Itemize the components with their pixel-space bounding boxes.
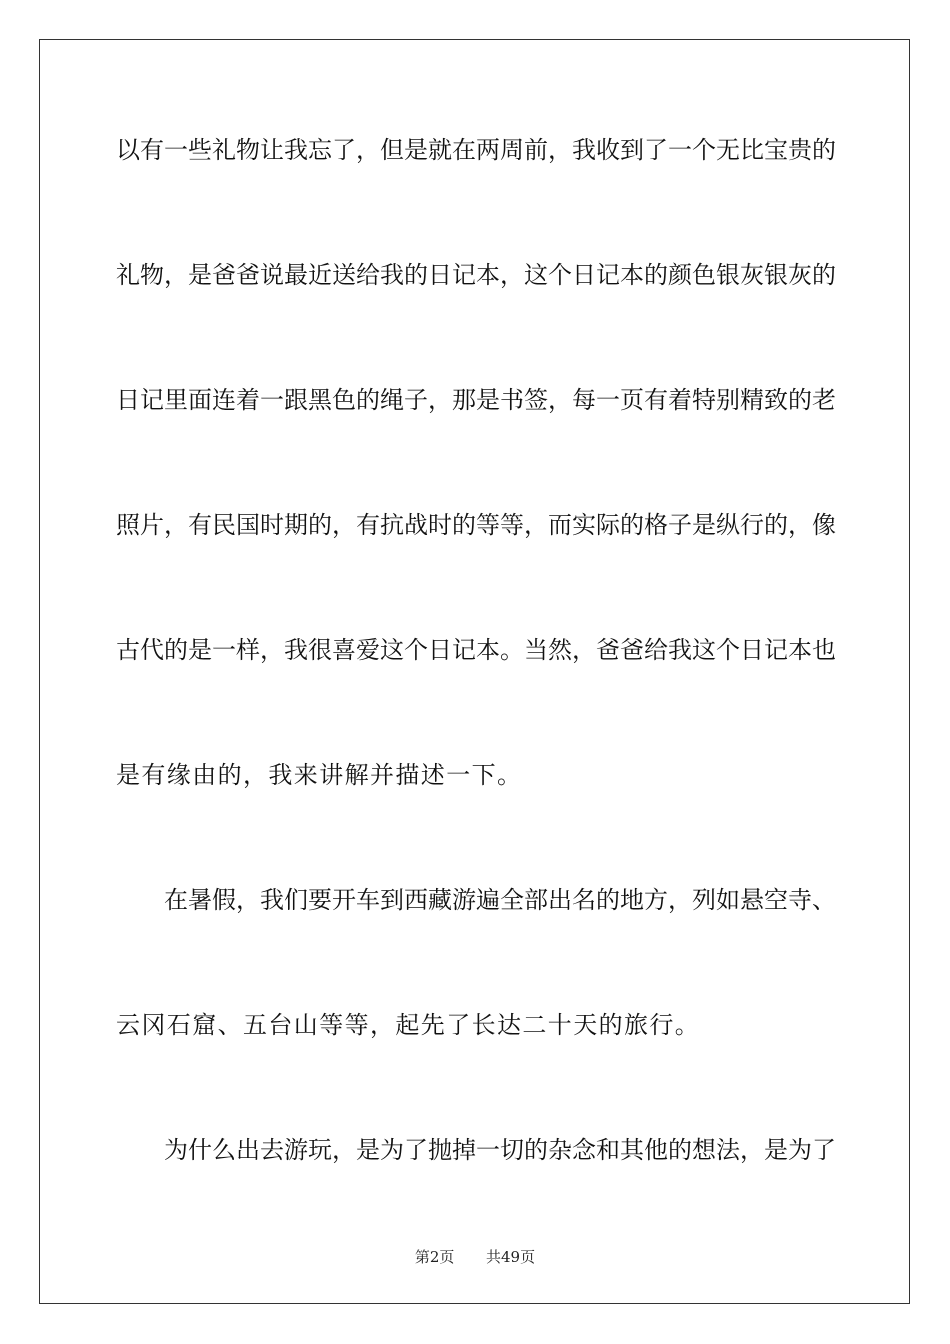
- paragraph-first-line: 为什么出去游玩，是为了抛掉一切的杂念和其他的想法，是为了: [164, 1136, 836, 1164]
- document-body: [116, 124, 836, 1249]
- paragraph-first-line: 在暑假，我们要开车到西藏游遍全部出名的地方，列如悬空寺、: [164, 886, 836, 914]
- text-line: 照片，有民国时期的，有抗战时的等等，而实际的格子是纵行的，像: [116, 511, 836, 539]
- text-line: 古代的是一样，我很喜爱这个日记本。当然，爸爸给我这个日记本也: [116, 636, 836, 664]
- page-number: 第2页: [414, 1248, 455, 1266]
- text-line: 日记里面连着一跟黑色的绳子，那是书签，每一页有着特别精致的老: [116, 386, 836, 414]
- text-line: 以有一些礼物让我忘了，但是就在两周前，我收到了一个无比宝贵的: [116, 136, 836, 164]
- text-line: 礼物，是爸爸说最近送给我的日记本，这个日记本的颜色银灰银灰的: [116, 261, 836, 289]
- page-footer: [0, 1246, 950, 1267]
- page-total: 共49页: [486, 1248, 536, 1266]
- text-line: 是有缘由的，我来讲解并描述一下。: [116, 761, 523, 789]
- text-line: 云冈石窟、五台山等等，起先了长达二十天的旅行。: [116, 1011, 701, 1039]
